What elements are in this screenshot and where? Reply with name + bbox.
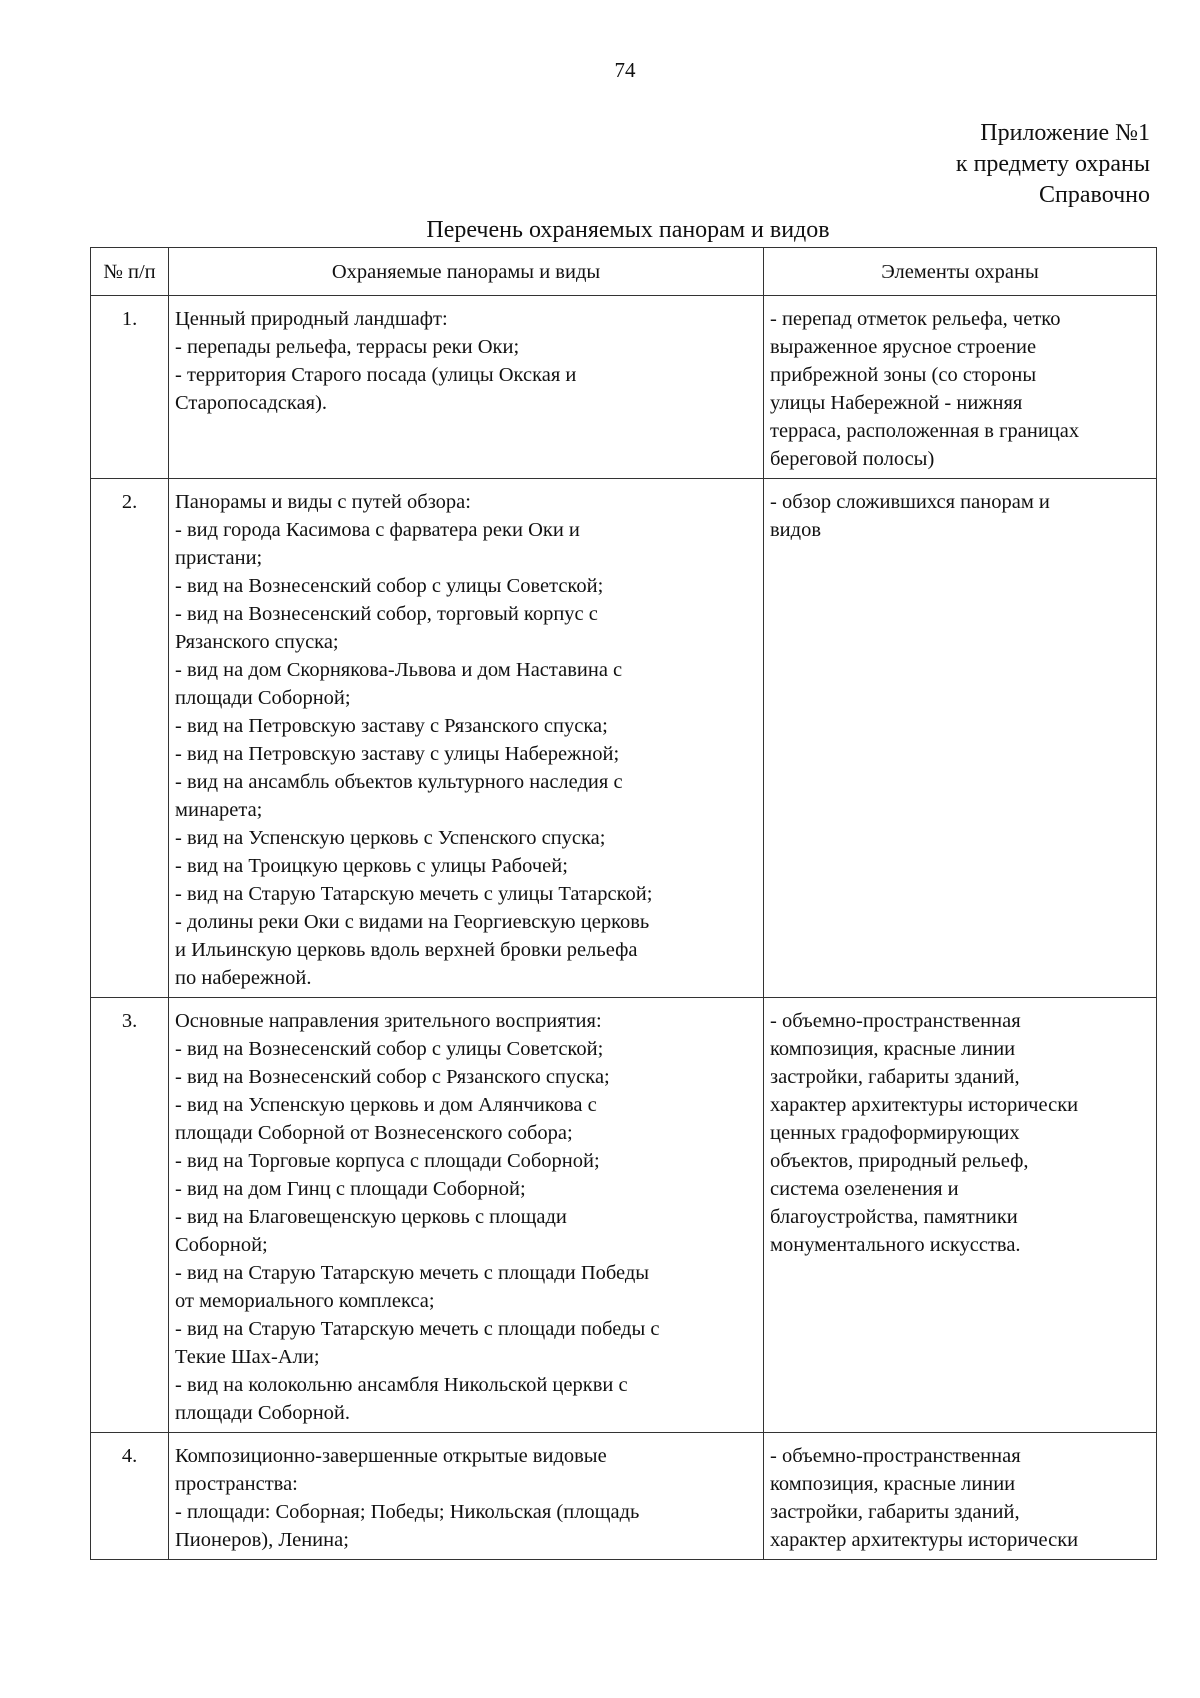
views-line: от мемориального комплекса; <box>175 1290 435 1312</box>
elements-line: характер архитектуры исторически <box>770 1529 1079 1551</box>
views-line: - долины реки Оки с видами на Георгиевскую церковь <box>175 911 650 933</box>
views-line: и Ильинскую церковь вдоль верхней бровки рельефа <box>175 939 638 961</box>
views-line: Старопосадская). <box>175 392 328 414</box>
views-line: - вид на Успенскую церковь с Успенского спуска; <box>175 827 606 849</box>
elements-cell <box>764 998 1157 1433</box>
table-row <box>91 1433 1157 1560</box>
elements-cell <box>764 479 1157 998</box>
table-header-row <box>91 248 1157 296</box>
header-views: Охраняемые панорамы и виды <box>169 248 764 296</box>
views-line: Основные направления зрительного восприятия: <box>175 1010 602 1032</box>
views-line: площади Соборной от Вознесенского собора; <box>175 1122 573 1144</box>
views-line: - вид на Старую Татарскую мечеть с площади Победы <box>175 1262 650 1284</box>
views-line: - вид на Петровскую заставу с улицы Набережной; <box>175 743 620 765</box>
views-line: площади Соборной. <box>175 1402 351 1424</box>
views-line: Рязанского спуска; <box>175 631 339 653</box>
header-number: № п/п <box>91 248 169 296</box>
elements-line: улицы Набережной - нижняя <box>770 392 1023 414</box>
views-line: пространства: <box>175 1473 298 1495</box>
views-line: - площади: Соборная; Победы; Никольская (площадь <box>175 1501 640 1523</box>
views-line: - вид на Вознесенский собор с Рязанского спуска; <box>175 1066 610 1088</box>
views-line: - вид на Петровскую заставу с Рязанского спуска; <box>175 715 608 737</box>
elements-line: береговой полосы) <box>770 448 935 470</box>
views-line: - вид на Троицкую церковь с улицы Рабочей; <box>175 855 568 877</box>
row-number-text: 1. <box>121 308 138 330</box>
elements-line: застройки, габариты зданий, <box>770 1066 1020 1088</box>
header-elements: Элементы охраны <box>764 248 1157 296</box>
views-line: Соборной; <box>175 1234 268 1256</box>
elements-line: - объемно-пространственная <box>770 1010 1021 1032</box>
elements-line: система озеленения и <box>770 1178 959 1200</box>
page-number: 74 <box>614 58 636 82</box>
table-row <box>91 479 1157 998</box>
elements-line: ценных градоформирующих <box>770 1122 1020 1144</box>
elements-line: - объемно-пространственная <box>770 1445 1021 1467</box>
views-line: - вид на Вознесенский собор, торговый корпус с <box>175 603 598 625</box>
views-line: Пионеров), Ленина; <box>175 1529 349 1551</box>
views-cell <box>169 1433 764 1560</box>
views-line: - перепады рельефа, террасы реки Оки; <box>175 336 520 358</box>
row-number <box>91 1433 169 1560</box>
views-line: Композиционно-завершенные открытые видовые <box>175 1445 607 1467</box>
views-line: - вид на Вознесенский собор с улицы Советской; <box>175 575 604 597</box>
views-line: - вид на колокольню ансамбля Никольской церкви с <box>175 1374 628 1396</box>
views-cell <box>169 998 764 1433</box>
table-title: Перечень охраняемых панорам и видов <box>426 217 830 243</box>
elements-cell <box>764 296 1157 479</box>
row-number-text: 2. <box>121 491 138 513</box>
views-line: - вид на Успенскую церковь и дом Алянчикова с <box>175 1094 597 1116</box>
elements-line: застройки, габариты зданий, <box>770 1501 1020 1523</box>
appendix-header <box>956 118 1150 211</box>
elements-line: благоустройства, памятники <box>770 1206 1018 1228</box>
views-line: площади Соборной; <box>175 687 351 709</box>
elements-line: видов <box>770 519 822 541</box>
views-line: - вид на дом Скорнякова-Львова и дом Наставина с <box>175 659 623 681</box>
row-number <box>91 479 169 998</box>
elements-line: характер архитектуры исторически <box>770 1094 1079 1116</box>
elements-line: композиция, красные линии <box>770 1038 1016 1060</box>
views-line: минарета; <box>175 799 263 821</box>
elements-line: терраса, расположенная в границах <box>770 420 1080 442</box>
views-cell <box>169 296 764 479</box>
table-row <box>91 296 1157 479</box>
elements-line: композиция, красные линии <box>770 1473 1016 1495</box>
views-cell <box>169 479 764 998</box>
protected-views-table <box>90 247 1157 1560</box>
views-line: - территория Старого посада (улицы Окская и <box>175 364 577 386</box>
elements-line: прибрежной зоны (со стороны <box>770 364 1037 386</box>
elements-line: объектов, природный рельеф, <box>770 1150 1029 1172</box>
views-line: пристани; <box>175 547 263 569</box>
elements-cell <box>764 1433 1157 1560</box>
views-line: - вид на Старую Татарскую мечеть с улицы Татарской; <box>175 883 653 905</box>
row-number-text: 4. <box>121 1445 138 1467</box>
views-line: - вид на дом Гинц с площади Соборной; <box>175 1178 526 1200</box>
views-line: - вид на ансамбль объектов культурного наследия с <box>175 771 623 793</box>
views-line: - вид на Благовещенскую церковь с площади <box>175 1206 567 1228</box>
appendix-note: Справочно <box>1039 182 1150 208</box>
elements-line: выраженное ярусное строение <box>770 336 1037 358</box>
views-line: Ценный природный ландшафт: <box>175 308 448 330</box>
views-line: - вид на Торговые корпуса с площади Соборной; <box>175 1150 600 1172</box>
row-number <box>91 296 169 479</box>
views-line: - вид города Касимова с фарватера реки Оки и <box>175 519 580 541</box>
elements-line: - обзор сложившихся панорам и <box>770 491 1050 513</box>
table-row <box>91 998 1157 1433</box>
elements-line: - перепад отметок рельефа, четко <box>770 308 1061 330</box>
views-line: Панорамы и виды с путей обзора: <box>175 491 471 513</box>
views-line: - вид на Старую Татарскую мечеть с площади победы с <box>175 1318 660 1340</box>
views-line: Текие Шах-Али; <box>175 1346 320 1368</box>
appendix-subject: к предмету охраны <box>955 151 1150 177</box>
row-number-text: 3. <box>121 1010 138 1032</box>
views-line: - вид на Вознесенский собор с улицы Советской; <box>175 1038 604 1060</box>
table-body <box>91 296 1157 1560</box>
elements-line: монументального искусства. <box>770 1234 1021 1256</box>
views-line: по набережной. <box>175 967 312 989</box>
row-number <box>91 998 169 1433</box>
appendix-title: Приложение №1 <box>980 120 1150 146</box>
